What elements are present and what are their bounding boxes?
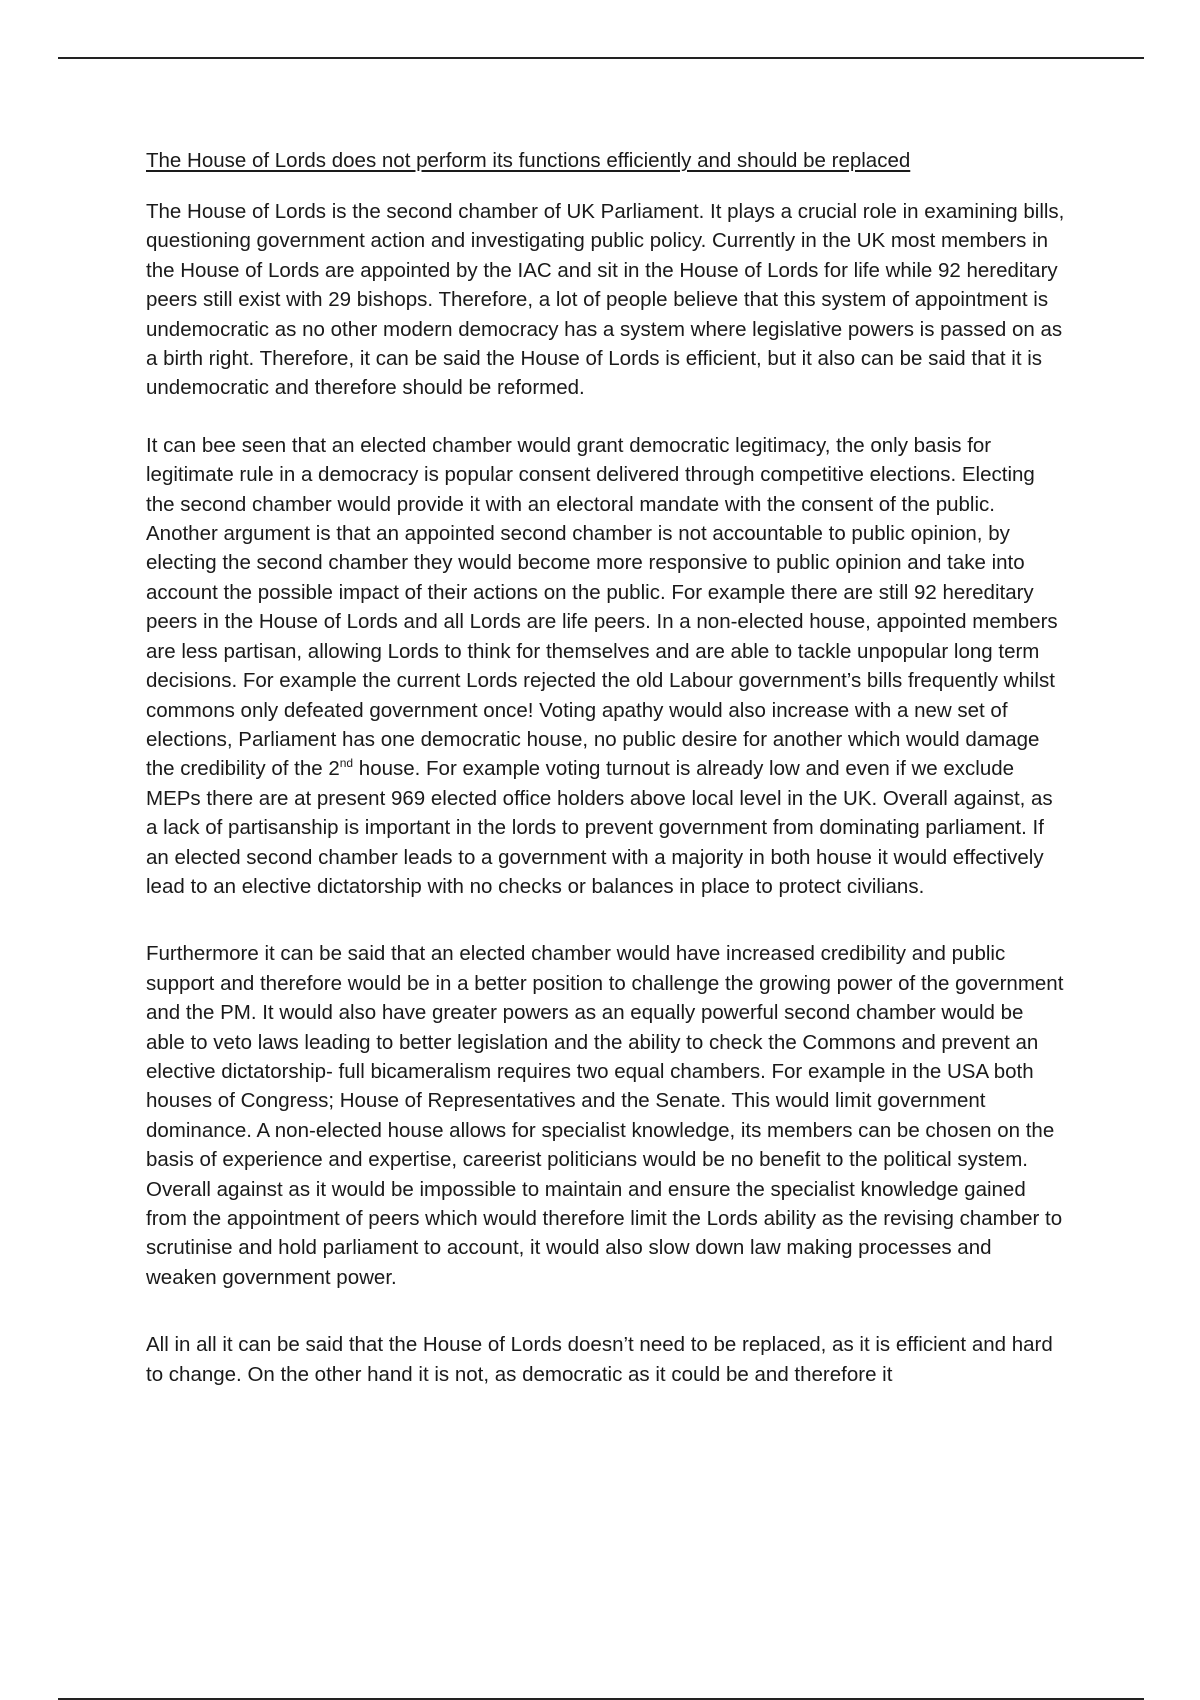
ordinal-superscript: nd: [339, 756, 354, 771]
document-body: [146, 140, 1066, 1389]
paragraph-conclusion: All in all it can be said that the House of Lords doesn’t need to be replaced, as it is efficient and hard to change. On the other hand it is not, as democratic as it could be and therefore it: [146, 1333, 1053, 1386]
paragraph-elected-chamber: [146, 431, 1066, 902]
paragraph-credibility: Furthermore it can be said that an elected chamber would have increased credibility and public support and therefore would be in a better position to challenge the growing power of the government and the PM. It would also have greater powers as an equally powerful second chamber would be able to veto laws leading to better legislation and the ability to check the Commons and prevent an elective dictatorship- full bicameralism requires two equal chambers. For example in the USA both houses of Congress; House of Representatives and the Senate. This would limit government dominance. A non-elected house allows for specialist knowledge, its members can be chosen on the basis of experience and expertise, careerist politicians would be no benefit to the political system. Overall against as it would be impossible to maintain and ensure the specialist knowledge gained from the appointment of peers which would therefore limit the Lords ability as the revising chamber to scrutinise and hold parliament to account, it would also slow down law making processes and weaken government power.: [146, 942, 1064, 1289]
header-rule: [58, 57, 1144, 59]
document-title: The House of Lords does not perform its functions efficiently and should be replaced: [146, 149, 911, 172]
paragraph-elected-chamber-part2: house. For example voting turnout is already low and even if we exclude MEPs there are at present 969 elected office holders above local level in the UK. Overall against, as a lack of partisanship is important in the lords to prevent government from dominating parliament. If an elected second chamber leads to a government with a majority in both house it would effectively lead to an elective dictatorship with no checks or balances in place to protect civilians.: [146, 757, 1053, 898]
paragraph-intro: The House of Lords is the second chamber of UK Parliament. It plays a crucial role in examining bills, questioning government action and investigating public policy. Currently in the UK most members in the House of Lords are appointed by the IAC and sit in the House of Lords for life while 92 hereditary peers still exist with 29 bishops. Therefore, a lot of people believe that this system of appointment is undemocratic as no other modern democracy has a system where legislative powers is passed on as a birth right. Therefore, it can be said the House of Lords is efficient, but it also can be said that it is undemocratic and therefore should be reformed.: [146, 200, 1065, 400]
paragraph-elected-chamber-part1: It can bee seen that an elected chamber would grant democratic legitimacy, the only basis for legitimate rule in a democracy is popular consent delivered through competitive elections. Electing the second chamber would provide it with an electoral mandate with the consent of the public. Another argument is that an appointed second chamber is not accountable to public opinion, by electing the second chamber they would become more responsive to public opinion and take into account the possible impact of their actions on the public. For example there are still 92 hereditary peers in the House of Lords and all Lords are life peers. In a non-elected house, appointed members are less partisan, allowing Lords to think for themselves and are able to tackle unpopular long term decisions. For example the current Lords rejected the old Labour government’s bills frequently whilst commons only defeated government once! Voting apathy would also increase with a new set of elections, Parliament has one democratic house, no public desire for another which would damage the credibility of the 2: [146, 433, 1058, 781]
